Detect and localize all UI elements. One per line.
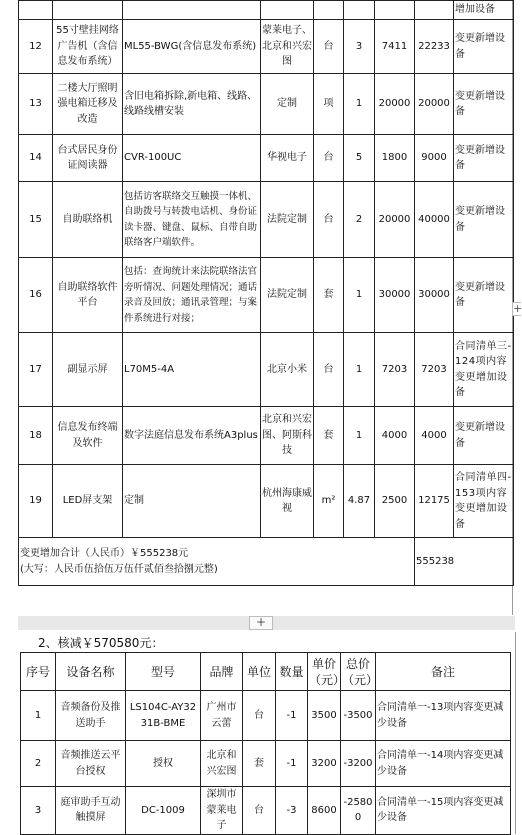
brand: 北京和兴宏图 — [201, 741, 243, 787]
row-number: 1 — [21, 691, 56, 741]
quantity: -3 — [276, 787, 308, 835]
quantity: 1 — [344, 333, 375, 407]
note-cell: 合同清单三-124项内容变更增加设备 — [454, 333, 514, 407]
unit-price: 3500 — [308, 691, 341, 741]
device-name: 信息发布终端及软件 — [53, 407, 123, 465]
device-name: 自助联络软件平台 — [53, 258, 123, 333]
note-cell: 变更新增设备 — [454, 258, 514, 333]
summary-total: 555238 — [415, 538, 514, 586]
row-number: 15 — [19, 182, 53, 258]
device-name: 副显示屏 — [53, 333, 123, 407]
total-price: -25800 — [341, 787, 376, 835]
brand: 蒙莱电子、北京和兴宏图 — [261, 20, 314, 74]
header-note: 备注 — [376, 653, 511, 691]
model: 授权 — [126, 741, 201, 787]
row-number: 18 — [19, 407, 53, 465]
unit: m² — [314, 465, 344, 538]
change-decrease-table — [20, 652, 511, 835]
model: L70M5-4A — [123, 333, 261, 407]
quantity: 2 — [344, 182, 375, 258]
total-price: -3200 — [341, 741, 376, 787]
brand: 杭州海康威视 — [261, 465, 314, 538]
total-price: 40000 — [415, 182, 454, 258]
table-row — [19, 20, 514, 74]
table-row — [19, 135, 514, 182]
total-price: 9000 — [415, 135, 454, 182]
page-edge — [515, 632, 516, 834]
quantity: 4.87 — [344, 465, 375, 538]
unit: 台 — [314, 20, 344, 74]
table-row — [19, 74, 514, 135]
unit: 套 — [314, 407, 344, 465]
table-row — [19, 333, 514, 407]
note-cell: 变更新增设备 — [454, 407, 514, 465]
quantity: 1 — [344, 74, 375, 135]
row-number: 13 — [19, 74, 53, 135]
header-qty: 数量 — [276, 653, 308, 691]
unit-price: 20000 — [375, 182, 415, 258]
total-price: 12175 — [415, 465, 454, 538]
model: 数字法庭信息发布系统A3plus — [123, 407, 261, 465]
row-number: 17 — [19, 333, 53, 407]
total-price: 7203 — [415, 333, 454, 407]
change-increase-table — [18, 0, 514, 586]
header-no: 序号 — [21, 653, 56, 691]
quantity: 1 — [344, 407, 375, 465]
brand: 广州市云蕾 — [201, 691, 243, 741]
device-name: 庭审助手互动触摸屏 — [56, 787, 126, 835]
brand: 深圳市蒙莱电子 — [201, 787, 243, 835]
device-name: 自助联络机 — [53, 182, 123, 258]
unit-price: 7411 — [375, 20, 415, 74]
table-row — [21, 741, 511, 787]
row-number: 12 — [19, 20, 53, 74]
row-number: 19 — [19, 465, 53, 538]
brand: 华视电子 — [261, 135, 314, 182]
brand: 定制 — [261, 74, 314, 135]
unit-price: 30000 — [375, 258, 415, 333]
row-number: 16 — [19, 258, 53, 333]
brand: 北京和兴宏图、阿斯科技 — [261, 407, 314, 465]
note-cell: 增加设备 — [454, 1, 514, 20]
header-price: 单价（元） — [308, 653, 341, 691]
model: CVR-100UC — [123, 135, 261, 182]
expand-plus-icon[interactable]: + — [249, 616, 273, 630]
model: LS104C-AY3231B-BME — [126, 691, 201, 741]
unit: 台 — [243, 787, 276, 835]
model: 含旧电箱拆除,新电箱、线路、线路线槽安装 — [123, 74, 261, 135]
device-name: 55寸壁挂网络广告机（含信息发布系统） — [53, 20, 123, 74]
note-cell: 合同清单一-14项内容变更减少设备 — [376, 741, 511, 787]
section-heading: 2、核减￥570580元： — [38, 636, 164, 650]
table-row — [19, 465, 514, 538]
unit: 套 — [314, 258, 344, 333]
table-row — [19, 407, 514, 465]
unit: 套 — [243, 741, 276, 787]
brand: 北京小米 — [261, 333, 314, 407]
unit: 台 — [314, 333, 344, 407]
header-name: 设备名称 — [56, 653, 126, 691]
device-name: 二楼大厅照明强电箱迁移及改造 — [53, 74, 123, 135]
summary-amount: 变更增加合计（人民币）￥555238元 — [20, 548, 189, 559]
unit: 项 — [314, 74, 344, 135]
table-row — [19, 1, 514, 20]
brand: 法院定制 — [261, 182, 314, 258]
quantity: 1 — [344, 258, 375, 333]
total-price: 4000 — [415, 407, 454, 465]
model: 定制 — [123, 465, 261, 538]
side-plus-icon[interactable]: + — [513, 302, 522, 315]
summary-text — [19, 538, 415, 586]
row-number: 3 — [21, 787, 56, 835]
quantity: 3 — [344, 20, 375, 74]
device-name: 台式居民身份证阅读器 — [53, 135, 123, 182]
quantity: -1 — [276, 691, 308, 741]
total-price: 22233 — [415, 20, 454, 74]
row-number: 2 — [21, 741, 56, 787]
note-cell: 合同清单一-15项内容变更减少设备 — [376, 787, 511, 835]
unit-price: 8600 — [308, 787, 341, 835]
brand: 法院定制 — [261, 258, 314, 333]
unit-price: 7203 — [375, 333, 415, 407]
summary-amount-words: (大写：人民币伍拾伍万伍仟贰佰叁拾捌元整) — [20, 563, 218, 575]
table-header-row — [21, 653, 511, 691]
row-number: 14 — [19, 135, 53, 182]
total-price: -3500 — [341, 691, 376, 741]
note-cell: 合同清单一-13项内容变更减少设备 — [376, 691, 511, 741]
header-total: 总价（元） — [341, 653, 376, 691]
note-cell: 变更新增设备 — [454, 20, 514, 74]
device-name: 音频推送云平台授权 — [56, 741, 126, 787]
unit: 台 — [243, 691, 276, 741]
table-row — [21, 787, 511, 835]
unit-price: 1800 — [375, 135, 415, 182]
unit-price: 3200 — [308, 741, 341, 787]
unit-price: 20000 — [375, 74, 415, 135]
table-row — [19, 182, 514, 258]
model: 包括：查询统计来法院联络法官旁听情况、问题处理情况；通话录音及回放；通讯录管理；与案件系统进行对接； — [123, 258, 261, 333]
table-row — [21, 691, 511, 741]
header-unit: 单位 — [243, 653, 276, 691]
model: ML55-BWG(含信息发布系统) — [123, 20, 261, 74]
note-cell: 变更新增设备 — [454, 74, 514, 135]
header-model: 型号 — [126, 653, 201, 691]
summary-row — [19, 538, 514, 586]
device-name: 音频备份及推送助手 — [56, 691, 126, 741]
quantity: -1 — [276, 741, 308, 787]
device-name: LED屏支架 — [53, 465, 123, 538]
note-cell: 变更新增设备 — [454, 182, 514, 258]
total-price: 20000 — [415, 74, 454, 135]
note-cell: 合同清单四-153项内容变更增加设备 — [454, 465, 514, 538]
model: 包括访客联络交互触摸一体机、自助拨号与转拨电话机、身份证读卡器、键盘、鼠标、自带自助联络客户端软件。 — [123, 182, 261, 258]
unit-price: 2500 — [375, 465, 415, 538]
unit: 台 — [314, 135, 344, 182]
header-brand: 品牌 — [201, 653, 243, 691]
total-price: 30000 — [415, 258, 454, 333]
table-row — [19, 258, 514, 333]
note-cell: 变更新增设备 — [454, 135, 514, 182]
quantity: 5 — [344, 135, 375, 182]
unit: 台 — [314, 182, 344, 258]
unit-price: 4000 — [375, 407, 415, 465]
model: DC-1009 — [126, 787, 201, 835]
